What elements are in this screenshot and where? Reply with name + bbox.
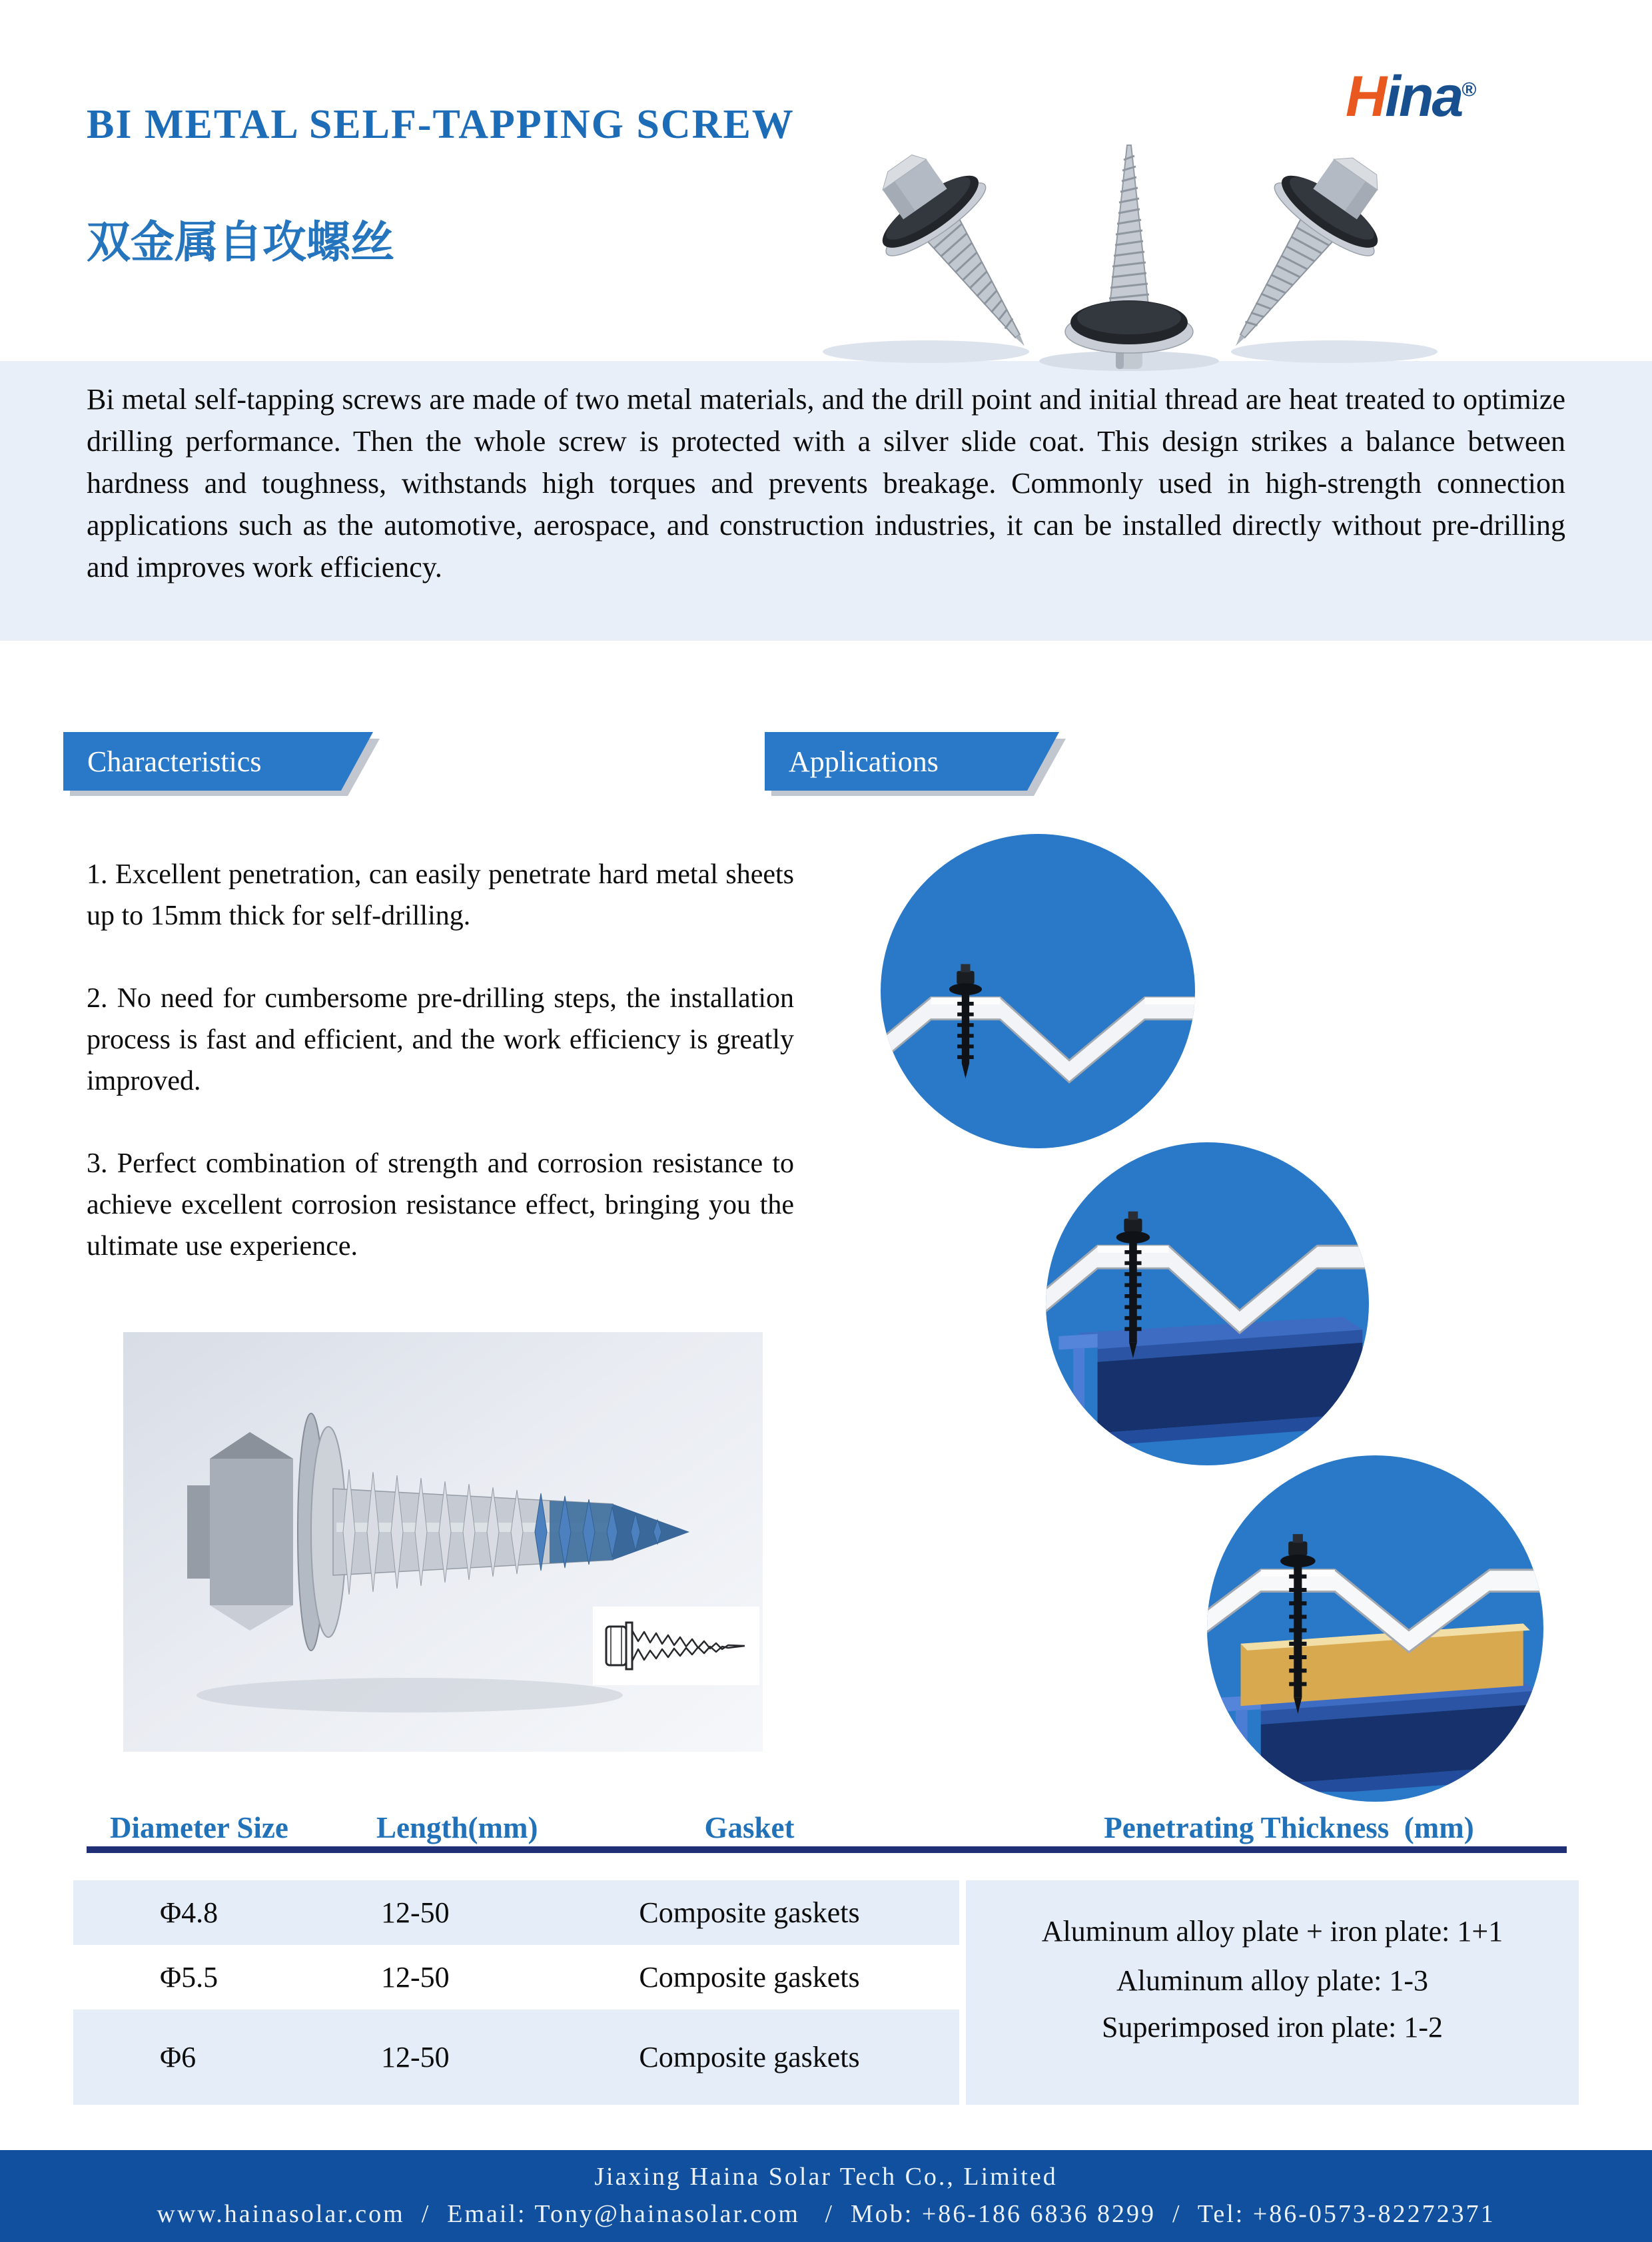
section-banner-applications [765, 732, 1059, 791]
application-circle-3 [1207, 1455, 1543, 1802]
characteristics-list [87, 854, 794, 1308]
screw-outline-drawing [593, 1607, 759, 1685]
screw-center [1065, 145, 1193, 369]
characteristic-item: 1. Excellent penetration, can easily penetrate hard metal sheets up to 15mm thick for self-drilling. [87, 859, 794, 931]
cell-length: 12-50 [381, 1961, 450, 1994]
table-header-penetrating: Penetrating Thickness (mm) [1104, 1811, 1474, 1844]
characteristic-item: 3. Perfect combination of strength and corrosion resistance to achieve excellent corrosion resistance effect, bringing you the ultimate use experience. [87, 1148, 794, 1262]
page-subtitle-chinese: 双金属自攻螺丝 [87, 217, 394, 266]
screw-outline-panel [593, 1607, 759, 1685]
cell-diameter: Φ4.8 [160, 1896, 218, 1929]
table-header-length: Length(mm) [376, 1811, 538, 1844]
cell-length: 12-50 [381, 2041, 450, 2073]
product-render-box [123, 1332, 763, 1752]
cell-gasket: Composite gaskets [639, 2041, 860, 2073]
application-illustration-sandwich-beam [1207, 1455, 1543, 1792]
page-footer [0, 2150, 1652, 2242]
footer-company-name: Jiaxing Haina Solar Tech Co., Limited [594, 2163, 1058, 2191]
penetrating-line: Superimposed iron plate: 1-2 [1101, 2011, 1443, 2044]
cell-length: 12-50 [381, 1896, 450, 1929]
cell-gasket: Composite gaskets [639, 1896, 860, 1929]
brand-logo-h: H [1346, 65, 1386, 129]
penetrating-line: Aluminum alloy plate + iron plate: 1+1 [1041, 1915, 1503, 1948]
cell-gasket: Composite gaskets [639, 1961, 860, 1994]
product-screws-photo [789, 127, 1469, 380]
intro-paragraph: Bi metal self-tapping screws are made of two metal materials, and the drill point and initial thread are heat treated to optimize drilling performance. Then the whole screw is protected with a silver slide coat. This design strikes a balance between hardness and toughness, withstands high torques and prevents breakage. Commonly used in high-strength connection applications such as the automotive, aerospace, and construction industries, it can be installed directly without pre-drilling and improves work efficiency. [87, 383, 1565, 583]
cell-diameter: Φ5.5 [160, 1961, 218, 1994]
application-illustration-sheet [881, 834, 1195, 1148]
penetrating-line: Aluminum alloy plate: 1-3 [1116, 1964, 1429, 1997]
application-circle-1 [881, 834, 1195, 1148]
brand-logo-rest: ina [1385, 65, 1462, 129]
footer-contact-line: www.hainasolar.com / Email: Tony@hainasolar.com / Mob: +86-186 6836 8299 / Tel: +86-0573-82272371 [157, 2200, 1495, 2228]
page-title: BI METAL SELF-TAPPING SCREW [87, 102, 795, 147]
application-circle-2 [1046, 1142, 1369, 1465]
brand-logo [1346, 64, 1476, 130]
characteristic-item: 2. No need for cumbersome pre-drilling steps, the installation process is fast and efficient, and the work efficiency is greatly improved. [87, 983, 794, 1096]
product-screw-render [123, 1332, 763, 1752]
cell-diameter: Φ6 [160, 2041, 197, 2073]
table-row [73, 1945, 959, 2010]
table-header-diameter: Diameter Size [110, 1811, 288, 1844]
application-illustration-sheet-beam [1046, 1142, 1369, 1465]
table-row [73, 1880, 959, 1945]
registered-trademark-icon: ® [1461, 79, 1477, 101]
characteristics-heading: Characteristics [87, 745, 262, 778]
table-header-gasket: Gasket [704, 1811, 795, 1844]
table-header-rule [87, 1846, 1567, 1853]
applications-heading: Applications [789, 745, 939, 778]
section-banner-characteristics [63, 732, 373, 791]
penetrating-thickness-block [966, 1880, 1579, 2105]
table-row [73, 2010, 959, 2105]
